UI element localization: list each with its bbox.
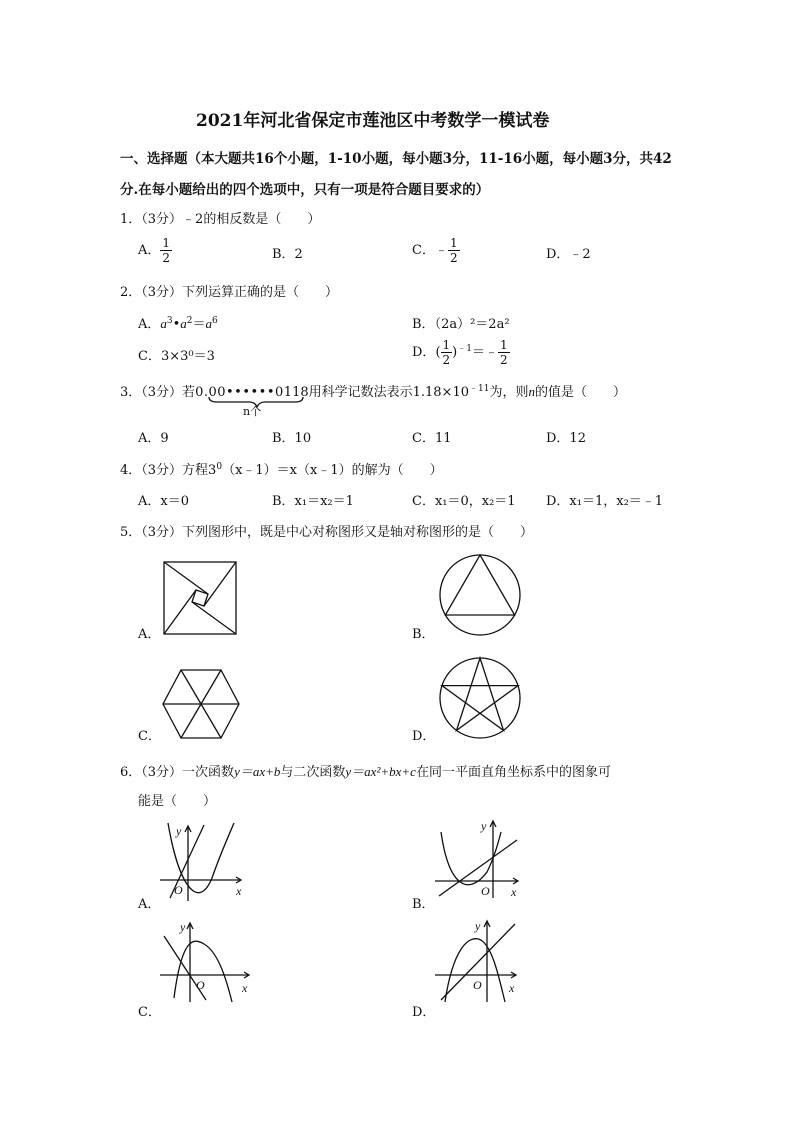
stem-pre: 方程3 bbox=[182, 463, 217, 478]
linear-expression: y＝ax+b bbox=[234, 764, 281, 779]
circle-triangle-figure bbox=[438, 553, 522, 637]
question-stem: ﹣2的相反数是（ ） bbox=[182, 212, 321, 227]
axis-x-label: x bbox=[242, 981, 248, 995]
hexagon-figure bbox=[161, 668, 241, 740]
quadratic-expression: y＝ax²+bx+c bbox=[345, 764, 416, 779]
question-1 bbox=[120, 208, 320, 227]
option-label: A． bbox=[138, 243, 161, 258]
option-text: 3×3⁰＝3 bbox=[160, 349, 215, 364]
axis-y-label: y bbox=[475, 919, 481, 933]
q1-option-a bbox=[138, 236, 172, 265]
graph-b-figure bbox=[435, 818, 535, 898]
question-6 bbox=[120, 761, 611, 780]
option-label: C．﹣ bbox=[412, 243, 448, 258]
origin-label: O bbox=[196, 978, 205, 992]
q3-option-d: D．12 bbox=[546, 431, 586, 446]
equals: ＝ bbox=[471, 345, 485, 360]
brace-digits: 0.00••••••0 bbox=[195, 385, 284, 400]
variable-n: n bbox=[528, 384, 535, 399]
question-6-line2: 能是（ ） bbox=[138, 794, 217, 809]
option-label: C． bbox=[138, 349, 161, 364]
q4-option-b: B．x₁＝x₂＝1 bbox=[272, 494, 354, 509]
q2-option-a: A．$a^3•a^2=a^6$ bbox=[138, 316, 218, 332]
q4-option-c: C．x₁＝0，x₂＝1 bbox=[412, 494, 516, 509]
option-text: （2a）²＝2a² bbox=[434, 317, 510, 332]
page-title: 2021年河北省保定市莲池区中考数学一模试卷 bbox=[196, 111, 550, 131]
graph-c-figure bbox=[160, 918, 260, 1003]
q6-option-b: B． bbox=[412, 897, 435, 912]
stem-pre: 若 bbox=[182, 385, 196, 400]
q4-option-a: A．x＝0 bbox=[138, 494, 189, 509]
q5-option-a: A． bbox=[138, 627, 161, 642]
q5-option-d: D． bbox=[412, 729, 436, 744]
fraction: $\frac{1}{2}$ bbox=[449, 236, 458, 265]
circle-pentagram-figure bbox=[438, 656, 522, 740]
section-heading-line1: 一、选择题（本大题共16个小题，1-10小题，每小题3分，11-16小题，每小题3分，共42 bbox=[120, 151, 672, 167]
q5-option-c: C． bbox=[138, 729, 161, 744]
question-stem: 下列图形中，既是中心对称图形又是轴对称图形的是（ ） bbox=[182, 525, 534, 540]
axis-x-label: x bbox=[511, 885, 517, 899]
stem-a: 一次函数 bbox=[182, 765, 235, 780]
q6-option-a: A． bbox=[138, 897, 161, 912]
q3-option-c: C．11 bbox=[412, 431, 452, 446]
exponent: 0 bbox=[216, 462, 223, 472]
axis-x-label: x bbox=[509, 981, 515, 995]
graph-a-figure bbox=[160, 823, 260, 903]
stem-b: 与二次函数 bbox=[280, 765, 346, 780]
brace-label: n个 bbox=[243, 405, 262, 418]
exponent: ﹣1 bbox=[457, 344, 472, 354]
question-number: 5．（3分） bbox=[120, 525, 183, 540]
stem-post: 118用科学记数法表示1.18×10 bbox=[283, 385, 469, 400]
stem-tail: 为，则 bbox=[489, 385, 529, 400]
origin-label: O bbox=[481, 884, 490, 898]
stem-post: （x﹣1）＝x（x﹣1）的解为（ ） bbox=[222, 463, 443, 478]
fraction: $\frac{1}{2}$ bbox=[162, 236, 171, 265]
question-stem: 下列运算正确的是（ ） bbox=[182, 285, 339, 300]
origin-label: O bbox=[473, 978, 482, 992]
exponent: ﹣11 bbox=[469, 384, 490, 394]
section-heading-line2: 分.在每小题给出的四个选项中，只有一项是符合题目要求的） bbox=[120, 182, 490, 198]
stem-tail2: 的值是（ ） bbox=[534, 385, 626, 400]
question-number: 1．（3分） bbox=[120, 212, 183, 227]
fraction: $\frac{1}{2}$ bbox=[442, 338, 451, 367]
q1-option-b: B．2 bbox=[272, 247, 303, 262]
q6-option-d: D． bbox=[412, 1005, 436, 1020]
axis-y-label: y bbox=[481, 819, 487, 833]
option-label: A． bbox=[138, 317, 161, 332]
q6-option-c: C． bbox=[138, 1005, 161, 1020]
option-label: D． bbox=[412, 345, 436, 360]
axis-y-label: y bbox=[176, 824, 182, 838]
axis-x-label: x bbox=[236, 884, 242, 898]
stem-c: 在同一平面直角坐标系中的图象可 bbox=[415, 765, 611, 780]
q3-option-a: A．9 bbox=[138, 431, 169, 446]
axis-y-label: y bbox=[180, 920, 186, 934]
graph-d-figure bbox=[435, 918, 535, 1003]
origin-label: O bbox=[174, 883, 183, 897]
question-number: 6．（3分） bbox=[120, 765, 183, 780]
q1-option-d: D．﹣2 bbox=[546, 247, 591, 262]
pinwheel-square-figure bbox=[163, 561, 237, 635]
question-3 bbox=[120, 381, 626, 400]
q2-option-d: D．( $\frac{1}{2}$ )$^{﹣1}$＝﹣ $\frac{1}{2}$ bbox=[412, 338, 508, 367]
q3-option-b: B．10 bbox=[272, 431, 312, 446]
question-number: 2．（3分） bbox=[120, 285, 183, 300]
question-number: 4．（3分） bbox=[120, 463, 183, 478]
q2-option-c bbox=[138, 345, 215, 364]
option-label: B． bbox=[412, 317, 435, 332]
q2-option-b bbox=[412, 313, 510, 332]
q5-option-b: B． bbox=[412, 627, 435, 642]
q4-option-d: D．x₁＝1，x₂＝﹣1 bbox=[546, 494, 664, 509]
q1-option-c bbox=[412, 236, 460, 265]
question-2 bbox=[120, 281, 338, 300]
fraction: $\frac{1}{2}$ bbox=[500, 338, 508, 367]
question-number: 3．（3分） bbox=[120, 385, 183, 400]
question-4 bbox=[120, 459, 443, 478]
question-5 bbox=[120, 521, 533, 540]
